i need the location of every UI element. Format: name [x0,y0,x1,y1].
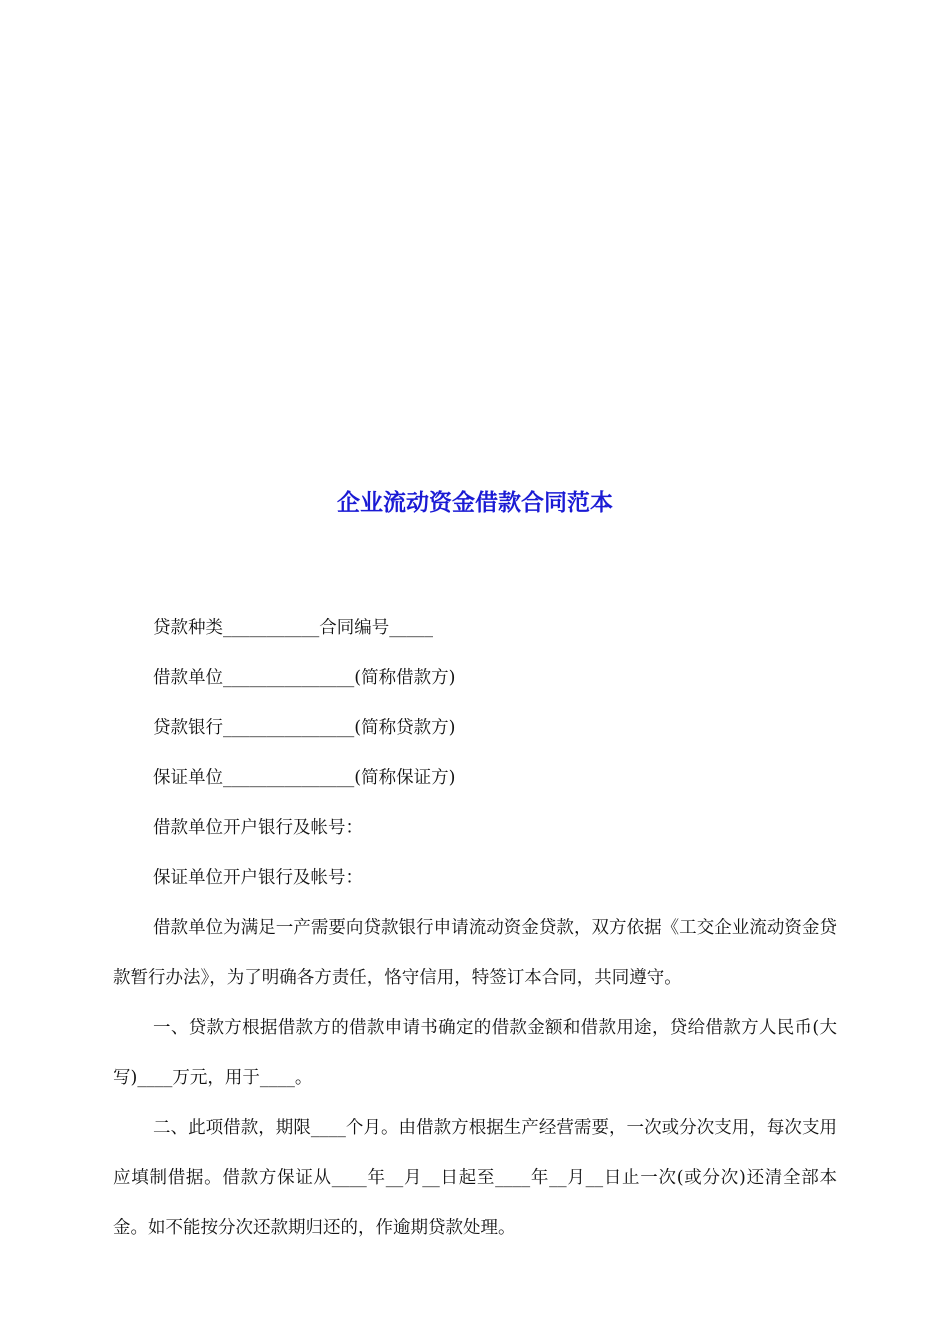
guarantor-line: 保证单位_______________(简称保证方) [153,768,456,788]
borrower-account-line: 借款单位开户银行及帐号： [153,818,363,838]
document-body [113,603,837,1253]
clause-2-paragraph: 二、此项借款，期限____个月。由借款方根据生产经营需要，一次或分次支用，每次支用应填制借据。借款方保证从____年__月__日起至____年__月__日止一次(或分次)还清全部本金。如不能按分次还款期归还的，作逾期贷款处理。 [113,1118,837,1238]
lender-bank-line: 贷款银行_______________(简称贷款方) [153,718,456,738]
loan-type-line: 贷款种类___________合同编号_____ [153,618,433,638]
guarantor-account-line: 保证单位开户银行及帐号： [153,868,363,888]
clause-1-paragraph: 一、贷款方根据借款方的借款申请书确定的借款金额和借款用途，贷给借款方人民币(大写)____万元，用于____。 [113,1018,837,1088]
document-title: 企业流动资金借款合同范本 [337,490,613,516]
borrower-line: 借款单位_______________(简称借款方) [153,668,456,688]
preamble-paragraph: 借款单位为满足一产需要向贷款银行申请流动资金贷款，双方依据《工交企业流动资金贷款暂行办法》，为了明确各方责任，恪守信用，特签订本合同，共同遵守。 [113,918,837,988]
